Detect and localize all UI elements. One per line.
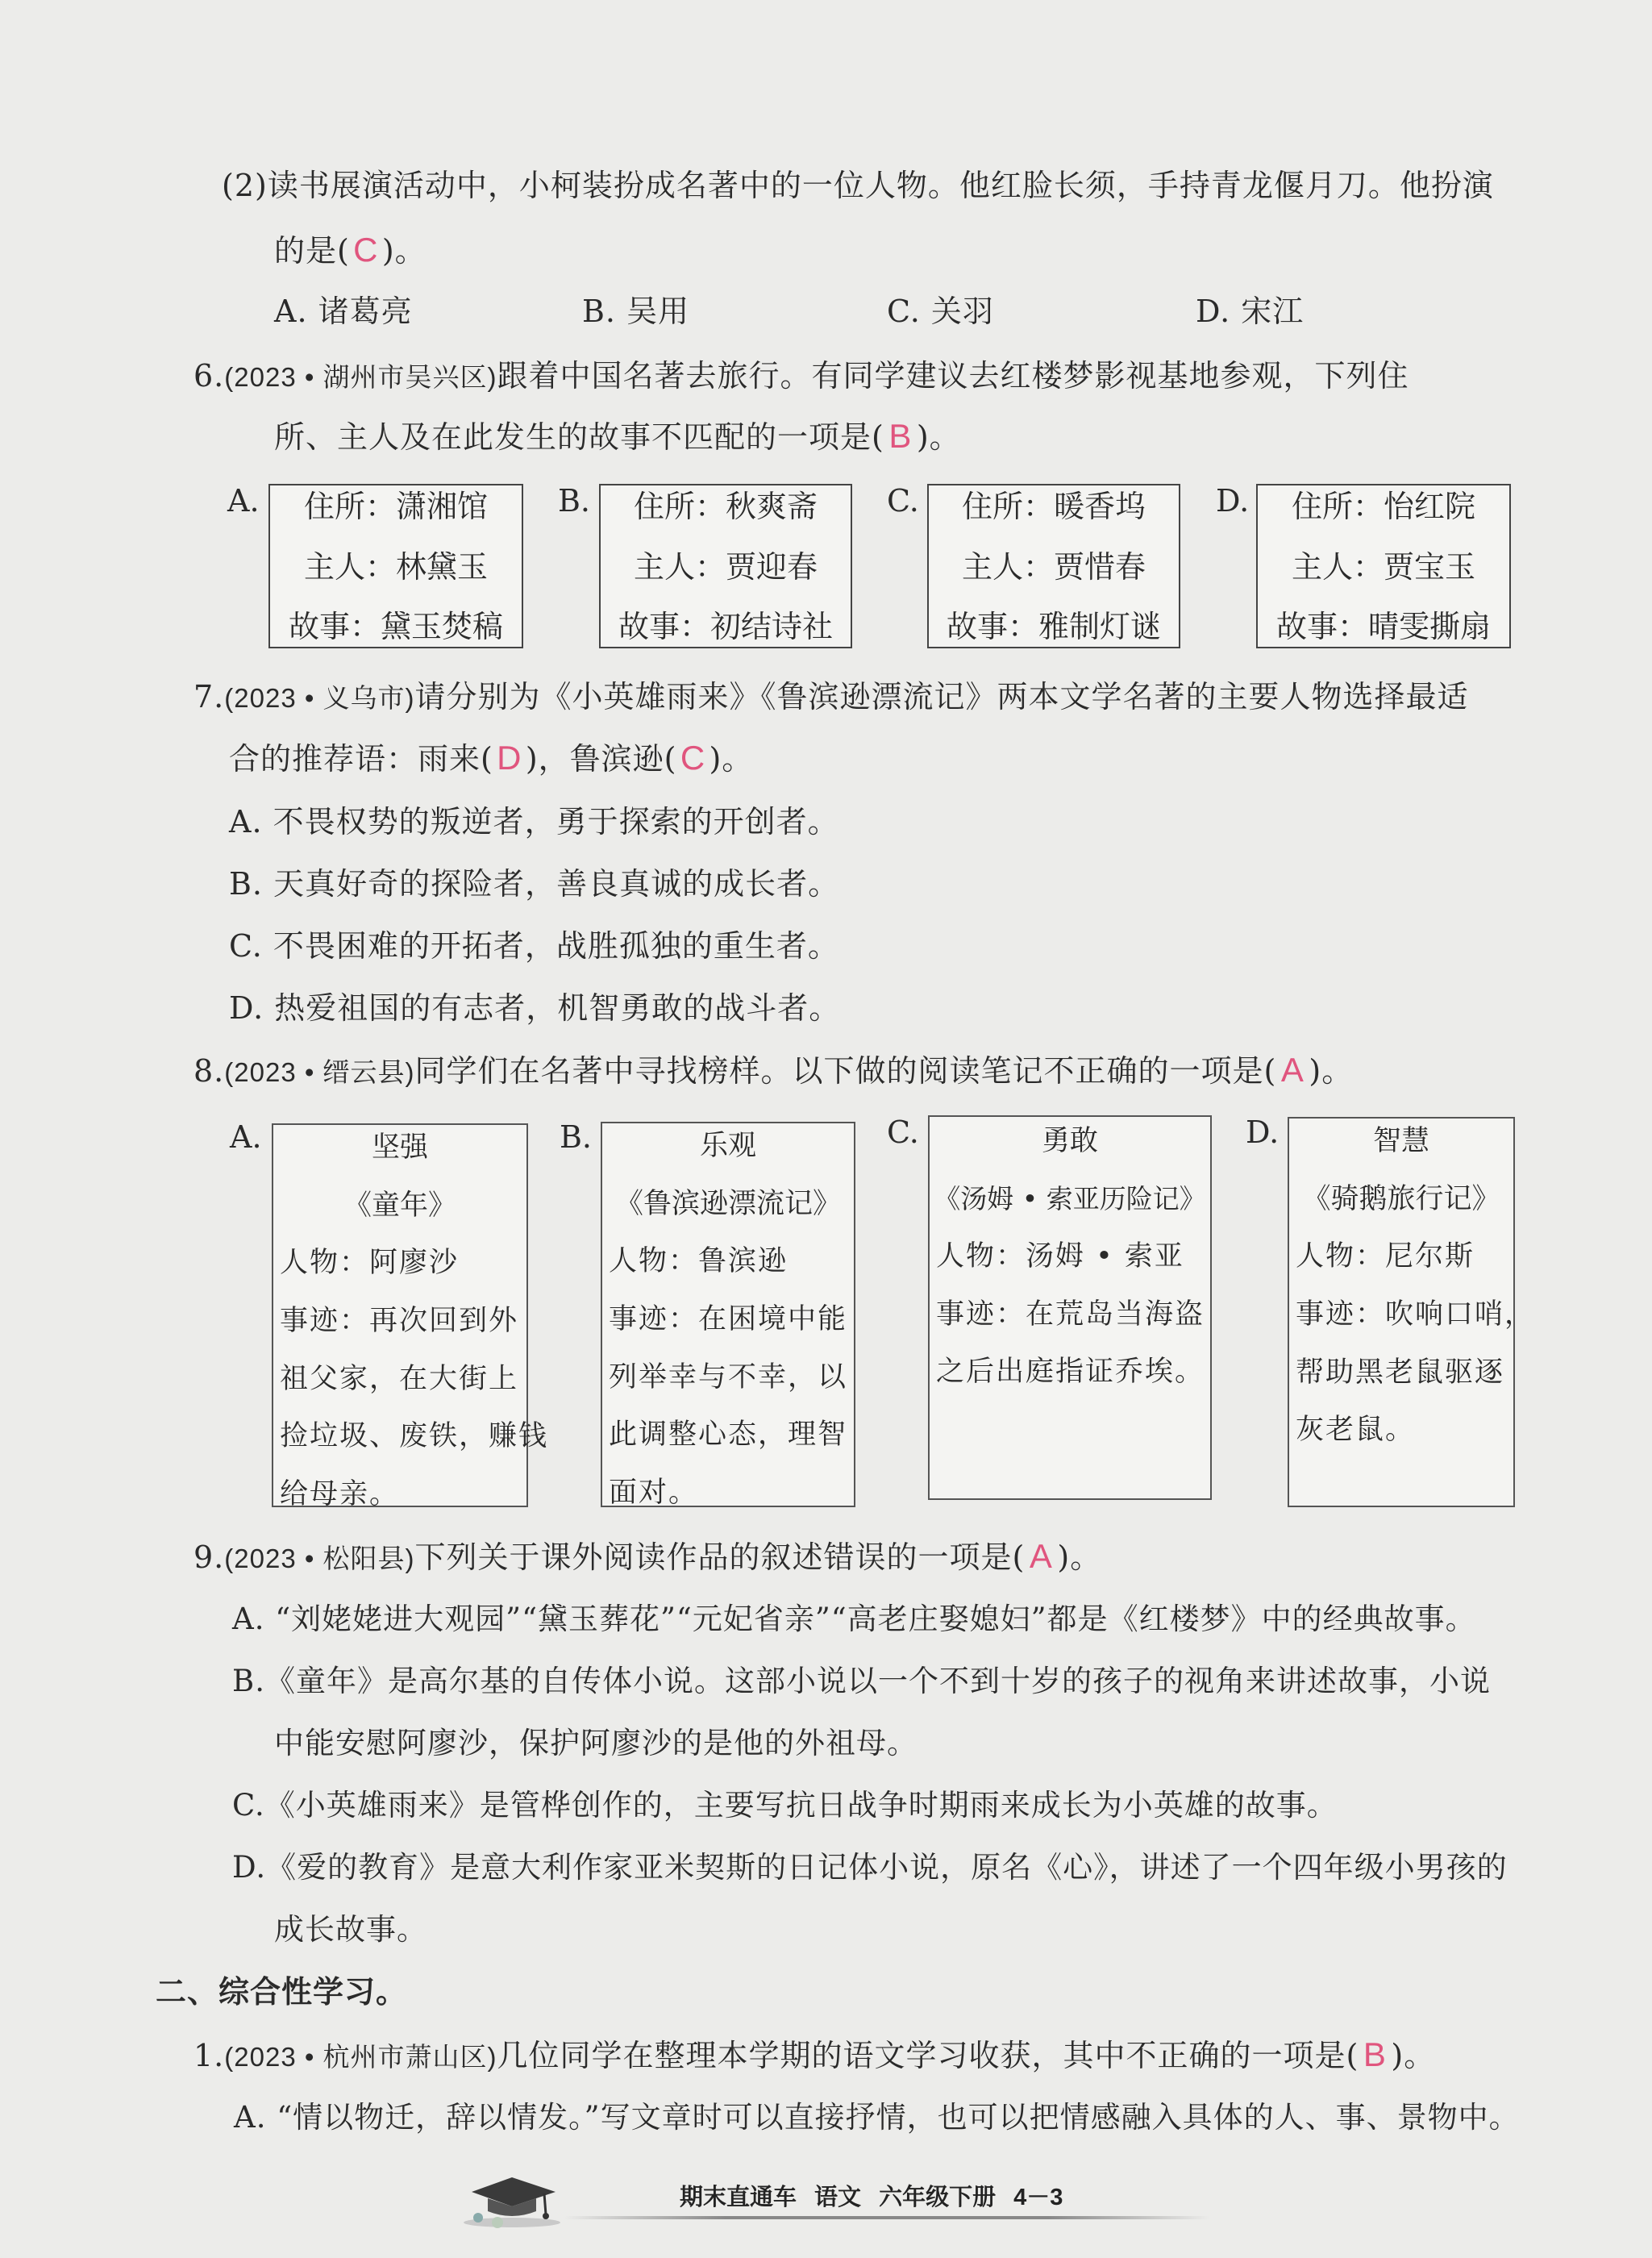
q5-2-option-d: D. 宋江 <box>1196 294 1305 329</box>
q8-box-c-line: 事迹：在荒岛当海盗 <box>936 1298 1205 1331</box>
q6-box-b-owner: 主人：贾迎春 <box>633 549 818 585</box>
q8-box-d-line: 人物：尼尔斯 <box>1296 1240 1475 1273</box>
s2-q1-answer: B <box>1363 2035 1387 2073</box>
section2-heading: 二、综合性学习。 <box>156 1976 408 2010</box>
q7-stem-line2: 合的推荐语：雨来( D )，鲁滨逊( C )。 <box>229 739 754 777</box>
q9-option-b-line1: B.《童年》是高尔基的自传体小说。这部小说以一个不到十岁的孩子的视角来讲述故事，小说 <box>232 1664 1491 1698</box>
q8-box-b-line: 面对。 <box>609 1477 699 1509</box>
q7-option-b: B. 天真好奇的探险者，善良真诚的成长者。 <box>229 866 840 902</box>
q7-option-c: C. 不畏困难的开拓者，战胜孤独的重生者。 <box>229 928 839 964</box>
q8-box-c-letter: C. <box>887 1114 919 1150</box>
q8-box-a-title: 坚强 <box>371 1131 428 1164</box>
q6-box-b-residence: 住所：秋爽斋 <box>633 489 818 524</box>
q8-box-b-line: 事迹：在困境中能 <box>609 1303 848 1335</box>
q6-box-d-story: 故事：晴雯撕扇 <box>1275 609 1491 644</box>
q7-option-d: D. 热爱祖国的有志者，机智勇敢的战斗者。 <box>229 990 841 1026</box>
q7-option-a: A. 不畏权势的叛逆者，勇于探索的开创者。 <box>229 804 839 839</box>
q8-box-c-title: 勇敢 <box>1041 1125 1098 1157</box>
q8-box-a-letter: A. <box>230 1119 262 1155</box>
q5-2-stem-line2: 的是( C )。 <box>274 231 427 269</box>
q5-2-option-c: C. 关羽 <box>887 294 994 329</box>
s2-q1-option-a: A. “情以物迁，辞以情发。”写文章时可以直接抒情，也可以把情感融入具体的人、事、景物中。 <box>234 2100 1520 2135</box>
q6-box-c-letter: C. <box>887 483 919 519</box>
q7-stem-line1: 7.(2023 • 义乌市)请分别为《小英雄雨来》《鲁滨逊漂流记》两本文学名著的主要人物选择最适 <box>193 679 1469 714</box>
q8-box-d-line: 事迹：吹响口哨， <box>1296 1298 1535 1331</box>
q8-box-a-line: 事迹：再次回到外 <box>280 1305 519 1337</box>
q5-2-option-a: A. 诸葛亮 <box>274 294 413 329</box>
q9-option-d-line1: D.《爱的教育》是意大利作家亚米契斯的日记体小说，原名《心》，讲述了一个四年级小男孩的 <box>232 1850 1508 1885</box>
q5-2-answer: C <box>353 231 379 269</box>
q8-answer: A <box>1280 1051 1305 1089</box>
q7-answer-robinson: C <box>680 739 706 777</box>
footer-text: 期末直通车 语文 六年级下册 4－3 <box>680 2185 1063 2210</box>
q8-box-d <box>1288 1117 1535 1507</box>
q9-answer: A <box>1029 1537 1053 1575</box>
q6-box-a-letter: A. <box>227 483 260 519</box>
q7-source: (2023 • 义乌市) <box>224 683 415 713</box>
q8-box-b-letter: B. <box>560 1119 593 1155</box>
q9-option-b-line2: 中能安慰阿廖沙，保护阿廖沙的是他的外祖母。 <box>274 1726 918 1760</box>
q6-source: (2023 • 湖州市吴兴区) <box>224 362 497 392</box>
q9-option-c: C.《小英雄雨来》是管桦创作的，主要写抗日战争时期雨来成长为小英雄的故事。 <box>232 1788 1338 1823</box>
q8-box-b-line: 人物：鲁滨逊 <box>609 1245 789 1277</box>
q6-box-d-residence: 住所：怡红院 <box>1291 489 1475 524</box>
q8-box-d-title: 智慧 <box>1372 1125 1429 1157</box>
page-footer <box>0 2169 1652 2234</box>
q6-box-a-owner: 主人：林黛玉 <box>303 549 488 585</box>
q8-box-a-line: 祖父家，在大街上 <box>280 1363 519 1395</box>
q8-box-d-book: 《骑鹅旅行记》 <box>1302 1183 1500 1215</box>
q8-box-a-line: 给母亲。 <box>280 1478 400 1510</box>
q8-box-b <box>601 1122 855 1507</box>
q6-box-b-letter: B. <box>558 483 591 519</box>
q6-stem-line1: 6.(2023 • 湖州市吴兴区)跟着中国名著去旅行。有同学建议去红楼梦影视基地参观，下列住 <box>193 358 1409 394</box>
s2-q1-stem: 1.(2023 • 杭州市萧山区)几位同学在整理本学期的语文学习收获，其中不正确的一项是( B )。 <box>193 2035 1436 2073</box>
q6-answer: B <box>888 417 913 455</box>
q8-box-b-line: 此调整心态，理智 <box>609 1419 848 1451</box>
q8-box-d-letter: D. <box>1246 1114 1280 1150</box>
q8-source: (2023 • 缙云县) <box>224 1057 415 1087</box>
q6-box-b-story: 故事：初结诗社 <box>618 609 833 644</box>
q6-box-d-owner: 主人：贾宝玉 <box>1291 549 1475 585</box>
q6-box-b <box>599 484 852 648</box>
q9-option-d-line2: 成长故事。 <box>274 1912 427 1947</box>
q8-stem: 8.(2023 • 缙云县)同学们在名著中寻找榜样。以下做的阅读笔记不正确的一项是( A )。 <box>193 1051 1354 1089</box>
q8-box-c-line: 之后出庭指证乔埃。 <box>936 1356 1205 1388</box>
q6-box-c-owner: 主人：贾惜春 <box>961 549 1146 585</box>
q6-box-c-residence: 住所：暖香坞 <box>961 489 1146 524</box>
footer-rule <box>564 2216 1209 2219</box>
q8-box-b-title: 乐观 <box>699 1130 756 1162</box>
q9-stem: 9.(2023 • 松阳县)下列关于课外阅读作品的叙述错误的一项是( A )。 <box>193 1537 1102 1575</box>
q6-box-a-story: 故事：黛玉焚稿 <box>288 609 503 644</box>
q6-box-d <box>1256 484 1511 648</box>
q6-box-c-story: 故事：雅制灯谜 <box>946 609 1161 644</box>
q9-source: (2023 • 松阳县) <box>224 1544 415 1573</box>
q8-box-a-line: 捡垃圾、废铁，赚钱 <box>280 1420 549 1452</box>
q8-box-b-book: 《鲁滨逊漂流记》 <box>614 1188 841 1220</box>
q6-box-a <box>268 484 523 648</box>
s2-q1-source: (2023 • 杭州市萧山区) <box>224 2042 497 2072</box>
q8-box-d-line: 灰老鼠。 <box>1296 1414 1416 1446</box>
q8-box-a <box>272 1123 549 1510</box>
graduation-cap-icon <box>456 2169 568 2234</box>
q8-box-c <box>928 1115 1212 1500</box>
q6-stem-line2: 所、主人及在此发生的故事不匹配的一项是( B )。 <box>274 417 961 455</box>
q6-box-a-residence: 住所：潇湘馆 <box>303 489 488 524</box>
q8-box-c-book: 《汤姆 • 索亚历险记》 <box>934 1183 1206 1214</box>
q8-box-a-book: 《童年》 <box>343 1189 456 1222</box>
q6-box-c <box>927 484 1180 648</box>
q9-option-a: A. “刘姥姥进大观园”“黛玉葬花”“元妃省亲”“高老庄娶媳妇”都是《红楼梦》中的经典故事。 <box>232 1602 1476 1636</box>
q5-2-option-b: B. 吴用 <box>582 294 690 329</box>
q7-answer-yulai: D <box>497 739 522 777</box>
q8-box-d-line: 帮助黑老鼠驱逐 <box>1296 1356 1505 1389</box>
q5-2-stem-line1: (2)读书展演活动中，小柯装扮成名著中的一位人物。他红脸长须，手持青龙偃月刀。他扮演 <box>222 168 1494 203</box>
q6-box-d-letter: D. <box>1216 483 1250 519</box>
q8-box-b-line: 列举幸与不幸，以 <box>609 1361 848 1394</box>
q8-box-c-line: 人物：汤姆 • 索亚 <box>936 1240 1184 1273</box>
q8-box-a-line: 人物：阿廖沙 <box>280 1247 460 1279</box>
